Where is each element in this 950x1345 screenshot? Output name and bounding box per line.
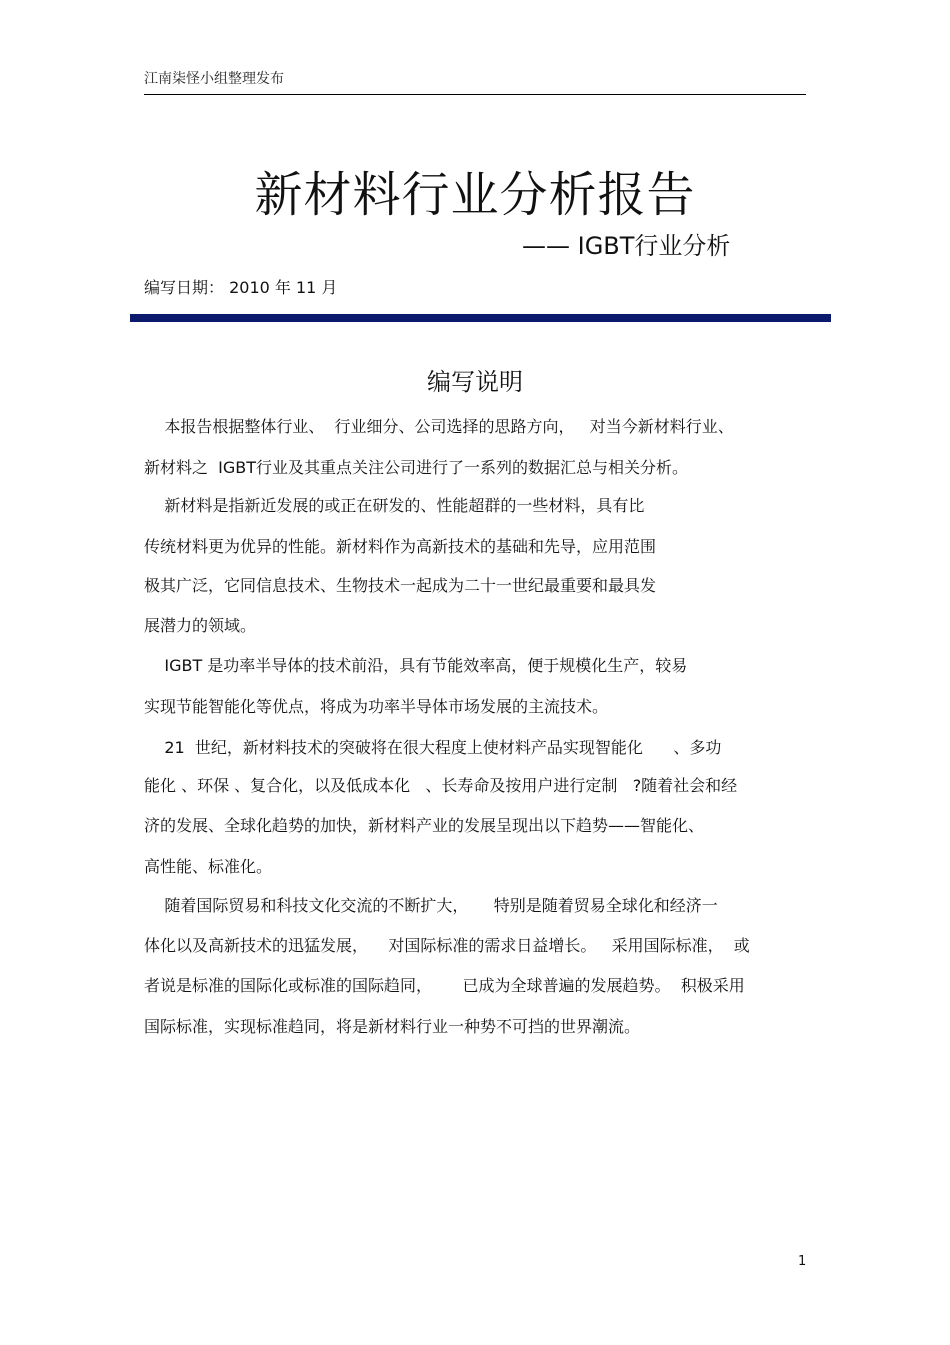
- header-divider: [144, 94, 806, 95]
- body-line: 本报告根据整体行业、 行业细分、公司选择的思路方向， 对当今新材料行业、: [144, 417, 734, 436]
- body-line: 极其广泛，它同信息技术、生物技术一起成为二十一世纪最重要和最具发: [144, 576, 657, 595]
- body-line: 者说是标准的国际化或标准的国际趋同， 已成为全球普遍的发展趋势。 积极采用: [144, 976, 745, 995]
- section-title: 编写说明: [427, 368, 523, 396]
- body-line: 体化以及高新技术的迅猛发展， 对国际标准的需求日益增长。 采用国际标准， 或: [144, 936, 750, 955]
- body-line: 新材料之 IGBT行业及其重点关注公司进行了一系列的数据汇总与相关分析。: [144, 458, 689, 477]
- body-line: 新材料是指新近发展的或正在研发的、性能超群的一些材料，具有比: [144, 496, 645, 515]
- body-line: 高性能、标准化。: [144, 857, 273, 876]
- body-line: 21 世纪，新材料技术的突破将在很大程度上使材料产品实现智能化 、多功: [144, 738, 722, 757]
- body-line: 实现节能智能化等优点，将成为功率半导体市场发展的主流技术。: [144, 697, 609, 716]
- body-line: 能化 、环保 、复合化，以及低成本化 、长寿命及按用户进行定制 ?随着社会和经: [144, 776, 738, 795]
- page-header-text: 江南柒怪小组整理发布: [144, 71, 284, 87]
- body-line: 济的发展、全球化趋势的加快，新材料产业的发展呈现出以下趋势——智能化、: [144, 816, 705, 835]
- report-title: 新材料行业分析报告: [254, 167, 696, 223]
- compile-date: 编写日期： 2010 年 11 月: [144, 278, 338, 297]
- body-line: 展潜力的领域。: [144, 616, 257, 635]
- body-line: 传统材料更为优异的性能。新材料作为高新技术的基础和先导，应用范围: [144, 537, 657, 556]
- page-number: 1: [798, 1254, 807, 1269]
- body-line: 随着国际贸易和科技文化交流的不断扩大， 特别是随着贸易全球化和经济一: [144, 896, 718, 915]
- body-line: 国际标准，实现标准趋同，将是新材料行业一种势不可挡的世界潮流。: [144, 1017, 641, 1036]
- body-line: IGBT 是功率半导体的技术前沿，具有节能效率高，便于规模化生产，较易: [144, 656, 688, 675]
- report-subtitle: —— IGBT行业分析: [522, 232, 731, 260]
- title-divider-bar: [130, 314, 831, 322]
